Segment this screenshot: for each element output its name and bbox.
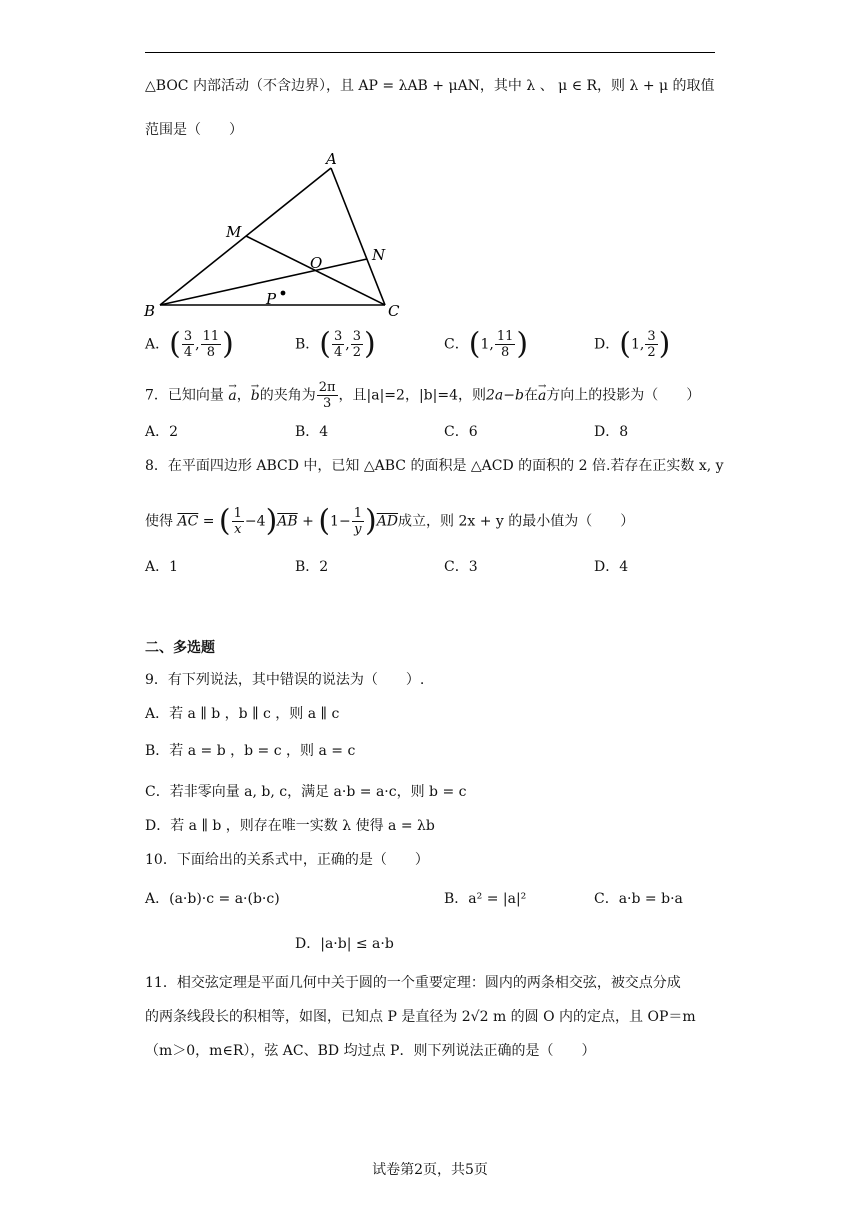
q6-option-a: A．( $\frac{3}{4}$ , $\frac{11}{8}$ ) <box>145 326 234 362</box>
q6-option-d: D．(1, $\frac{3}{2}$ ) <box>594 326 671 362</box>
label-M: M <box>226 223 242 241</box>
q7-option-d: D．8 <box>594 424 629 440</box>
q10-option-b: B．a² = |a|² <box>444 891 527 907</box>
q6-option-c: C．(1, $\frac{11}{8}$ ) <box>444 326 529 362</box>
label-B: B <box>144 302 156 320</box>
q10-option-a: A．(a·b)·c = a·(b·c) <box>145 891 280 907</box>
q11-line2: 的两条线段长的积相等，如图，已知点 P 是直径为 2√2 m 的圆 O 内的定点，且 OP＝m <box>145 1009 696 1025</box>
q8-line2: 使得 $\overline{AC}$ = ( $\frac{1}{x}$ $-4)\overline{AB} + (1-$ $\frac{1}{y}$ )$\overline{AD}$成立，则 2x + y 的最小值为（ ） <box>145 503 635 539</box>
header-rule <box>145 52 715 53</box>
label-A: A <box>326 150 337 168</box>
q10-option-c: C．a·b = b·a <box>594 891 683 907</box>
q7-option-b: B．4 <box>295 424 329 440</box>
q6-option-b: B．( $\frac{3}{4}$ , $\frac{3}{2}$ ) <box>295 326 376 362</box>
q9-option-c: C．若非零向量 a, b, c，满足 a·b = a·c，则 b = c <box>145 784 467 800</box>
q7-option-a: A．2 <box>145 424 179 440</box>
q6-line1: △BOC 内部活动（不含边界），且 AP = λAB + μAN，其中 λ 、 μ ∈ R，则 λ + μ 的取值 <box>145 78 715 94</box>
q7-option-c: C．6 <box>444 424 478 440</box>
q11-line3: （m＞0，m∈R），弦 AC、BD 均过点 P．则下列说法正确的是（ ） <box>145 1043 596 1059</box>
q8-option-b: B．2 <box>295 559 329 575</box>
q8-option-a: A．1 <box>145 559 179 575</box>
triangle-figure <box>130 148 420 323</box>
label-P: P <box>266 290 277 308</box>
label-C: C <box>388 302 400 320</box>
q9-option-a: A．若 a ∥ b ，b ∥ c ，则 a ∥ c <box>145 706 340 722</box>
label-O: O <box>310 254 323 272</box>
q10-stem: 10．下面给出的关系式中，正确的是（ ） <box>145 852 429 868</box>
q6-line2: 范围是（ ） <box>145 122 243 138</box>
q9-stem: 9．有下列说法，其中错误的说法为（ ）. <box>145 672 425 688</box>
q10-option-d: D．|a·b| ≤ a·b <box>295 936 394 952</box>
q11-line1: 11．相交弦定理是平面几何中关于圆的一个重要定理：圆内的两条相交弦，被交点分成 <box>145 975 681 991</box>
q8-option-d: D．4 <box>594 559 629 575</box>
q9-option-d: D．若 a ∥ b ，则存在唯一实数 λ 使得 a = λb <box>145 818 435 834</box>
q9-option-b: B．若 a = b ，b = c ，则 a = c <box>145 743 356 759</box>
q7-stem: 7．已知向量 → a，→ b的夹角为 $\frac{2\pi}{3}$ ，且|a|=2，|b|=4，则2a−b在→ a方向上的投影为（ ） <box>145 380 700 411</box>
q8-line1: 8．在平面四边形 ABCD 中，已知 △ABC 的面积是 △ACD 的面积的 2 倍.若存在正实数 x, y <box>145 458 724 474</box>
label-N: N <box>372 246 386 264</box>
section-title: 二、多选题 <box>145 640 215 656</box>
q8-option-c: C．3 <box>444 559 478 575</box>
page-footer: 试卷第2页，共5页 <box>372 1162 488 1178</box>
